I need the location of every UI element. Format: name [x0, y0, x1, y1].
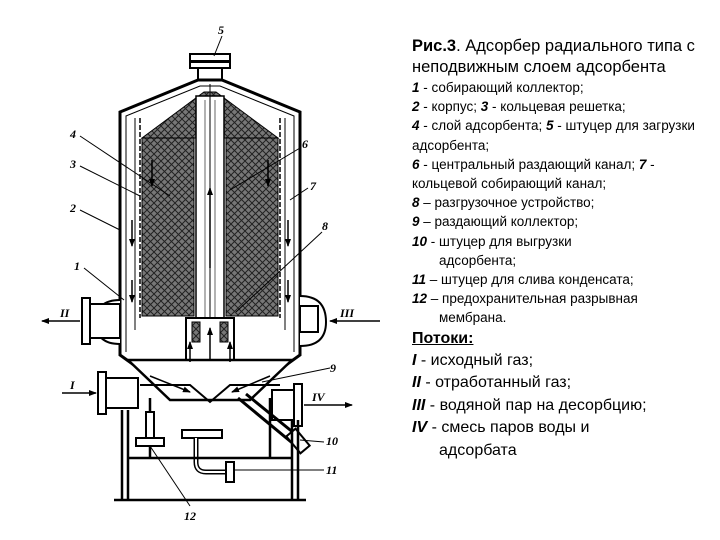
legend-text: – разгрузочное устройство;: [419, 195, 595, 211]
legend-text: адсорбента;: [439, 252, 517, 268]
flow-label-iii: III: [340, 306, 355, 320]
callout-10: 10: [326, 434, 338, 448]
callout-3: 3: [70, 157, 76, 171]
flow-label-i: I: [70, 378, 75, 392]
legend-line: [412, 232, 712, 251]
legend-text: - собирающий коллектор;: [419, 80, 584, 95]
distribution-collector: [128, 360, 292, 400]
legend-num: 7: [638, 156, 647, 172]
legend-line: [412, 193, 712, 212]
flow-line: [412, 417, 712, 440]
steam-nozzle-right: [300, 296, 326, 346]
legend-line: [412, 97, 712, 116]
legend-line: [412, 212, 712, 231]
legend-num: 5: [545, 118, 554, 134]
legend-num: 6: [412, 156, 420, 172]
caption-title: [412, 36, 712, 78]
figure-caption: [412, 36, 712, 463]
flow-line: [412, 372, 712, 395]
legend-num: 12: [412, 291, 428, 307]
callout-1: 1: [74, 259, 80, 273]
figure-number: Рис.3: [412, 37, 457, 55]
burst-membrane: [136, 412, 164, 446]
flow-num: II: [412, 374, 421, 392]
legend-line: [412, 270, 712, 289]
callout-12: 12: [184, 509, 196, 523]
flow-line: [412, 440, 712, 463]
flow-text: адсорбата: [439, 442, 517, 460]
legend-text: - штуцер для загрузки адсорбента;: [412, 118, 695, 153]
callout-9: 9: [330, 361, 336, 375]
legend-text: мембрана.: [439, 310, 507, 326]
legend-line: [412, 251, 712, 270]
legend-line: [412, 308, 712, 327]
legend-num: 9: [412, 214, 420, 230]
flow-num: I: [412, 351, 417, 369]
adsorbent-layer-left: [142, 138, 194, 316]
flow-text: - смесь паров воды и: [427, 419, 590, 437]
callout-4: 4: [70, 127, 76, 141]
flow-label-ii: II: [60, 306, 70, 320]
flow-label-iv: IV: [312, 390, 325, 404]
callout-8: 8: [322, 219, 328, 233]
flow-num: III: [412, 396, 426, 414]
flow-line: [412, 395, 712, 418]
figure-title: . Адсорбер радиального типа с неподвижным слоем адсорбента: [412, 37, 695, 76]
legend-text: – штуцер для слива конденсата;: [426, 272, 634, 288]
legend-text: - центральный раздающий канал;: [419, 156, 639, 172]
callout-5: 5: [218, 23, 224, 37]
condensate-drain: [182, 430, 234, 482]
flow-text: - исходный газ;: [416, 351, 534, 369]
legend-num: 11: [412, 272, 427, 288]
legend-text: - слой адсорбента;: [419, 118, 546, 134]
legend-line: [412, 155, 712, 193]
callout-7: 7: [310, 179, 316, 193]
legend-text: – предохранительная разрывная: [427, 291, 638, 307]
flow-num: IV: [412, 419, 428, 437]
outlet-nozzle-left: [82, 298, 120, 344]
callout-11: 11: [326, 463, 338, 477]
legend-num: 3: [480, 99, 489, 115]
legend-num: 4: [412, 118, 420, 134]
legend-text: – раздающий коллектор;: [419, 214, 579, 230]
legend-num: 2: [412, 99, 420, 115]
flow-text: - отработанный газ;: [420, 374, 572, 392]
legend-num: 8: [412, 195, 420, 211]
legend-line: [412, 78, 712, 97]
legend-text: - корпус;: [419, 99, 481, 115]
flow-line: [412, 350, 712, 373]
flow-text: - водяной пар на десорбцию;: [425, 396, 647, 414]
legend-text: - кольцевой собирающий канал;: [412, 156, 655, 192]
legend-text: - кольцевая решетка;: [488, 99, 626, 115]
legend-line: [412, 116, 712, 154]
legend-num: 1: [412, 80, 420, 95]
legend-text: - штуцер для выгрузки: [427, 233, 572, 249]
inlet-nozzle: [98, 372, 138, 414]
callout-6: 6: [302, 137, 308, 151]
legend-line: [412, 289, 712, 308]
legend-num: 10: [412, 233, 428, 249]
adsorbent-layer-right: [226, 138, 278, 316]
callout-2: 2: [70, 201, 76, 215]
flows-heading: Потоки:: [412, 329, 474, 347]
